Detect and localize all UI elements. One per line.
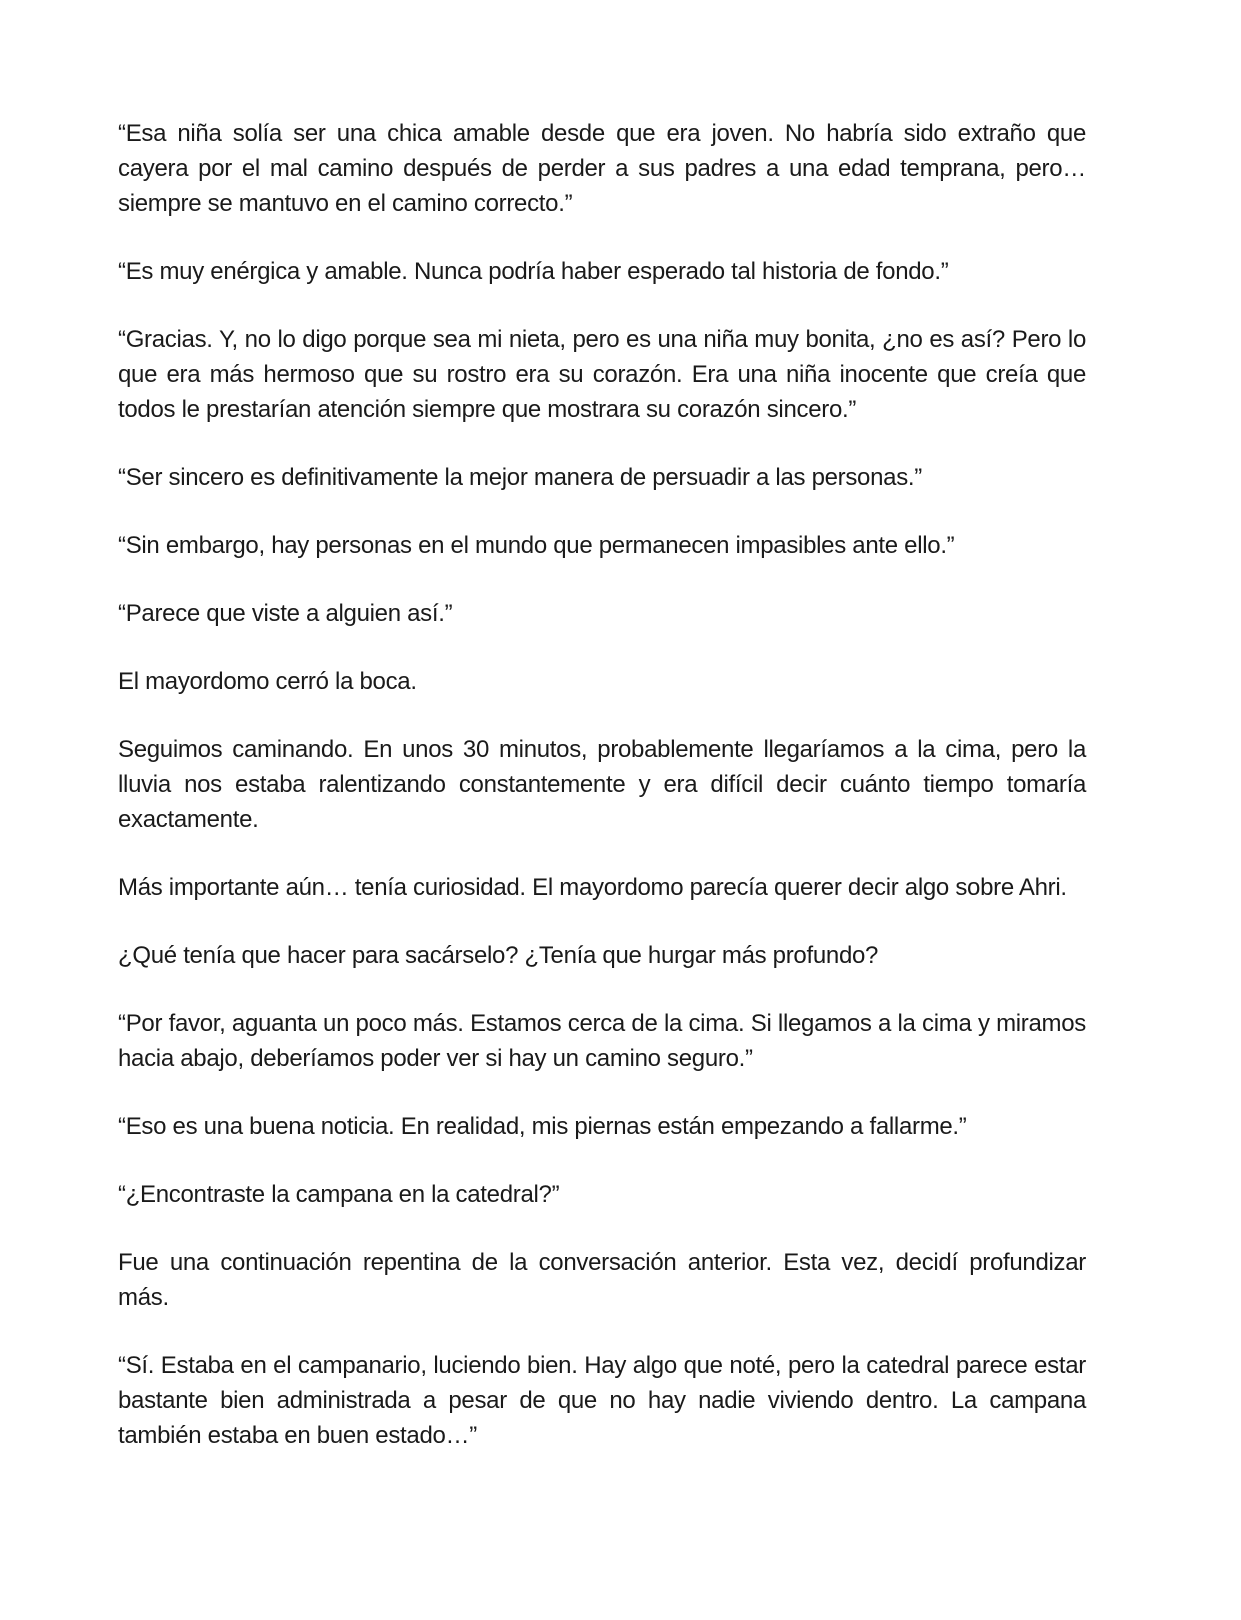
paragraph: ¿Qué tenía que hacer para sacárselo? ¿Tenía que hurgar más profundo? (118, 942, 879, 969)
paragraph: “Esa niña solía ser una chica amable desde que era joven. No habría sido extraño que cayera por el mal camino después de perder a sus padres a una edad temprana, pero… siempre se mantuvo en el camino correcto.” (118, 120, 1086, 217)
paragraph: Más importante aún… tenía curiosidad. El mayordomo parecía querer decir algo sobre Ahri. (118, 874, 1067, 901)
paragraph: “¿Encontraste la campana en la catedral?” (118, 1181, 560, 1208)
paragraph: “Por favor, aguanta un poco más. Estamos cerca de la cima. Si llegamos a la cima y miramos hacia abajo, deberíamos poder ver si hay un camino seguro.” (118, 1010, 1086, 1072)
paragraph: El mayordomo cerró la boca. (118, 668, 417, 695)
paragraph: “Es muy enérgica y amable. Nunca podría haber esperado tal historia de fondo.” (118, 258, 949, 285)
paragraph: Fue una continuación repentina de la conversación anterior. Esta vez, decidí profundizar más. (118, 1249, 1086, 1311)
paragraph: “Sin embargo, hay personas en el mundo que permanecen impasibles ante ello.” (118, 532, 955, 559)
paragraph: “Parece que viste a alguien así.” (118, 600, 453, 627)
paragraph: Seguimos caminando. En unos 30 minutos, probablemente llegaríamos a la cima, pero la lluvia nos estaba ralentizando constantemente y era difícil decir cuánto tiempo tomaría exactamente. (118, 736, 1086, 833)
paragraph: “Sí. Estaba en el campanario, luciendo bien. Hay algo que noté, pero la catedral parece estar bastante bien administrada a pesar de que no hay nadie viviendo dentro. La campana también estaba en buen estado…” (118, 1352, 1086, 1449)
document-body (118, 116, 1086, 1486)
paragraph: “Gracias. Y, no lo digo porque sea mi nieta, pero es una niña muy bonita, ¿no es así? Pero lo que era más hermoso que su rostro era su corazón. Era una niña inocente que creía que todos le prestarían atención siempre que mostrara su corazón sincero.” (118, 326, 1086, 423)
paragraph: “Eso es una buena noticia. En realidad, mis piernas están empezando a fallarme.” (118, 1113, 967, 1140)
paragraph: “Ser sincero es definitivamente la mejor manera de persuadir a las personas.” (118, 464, 922, 491)
